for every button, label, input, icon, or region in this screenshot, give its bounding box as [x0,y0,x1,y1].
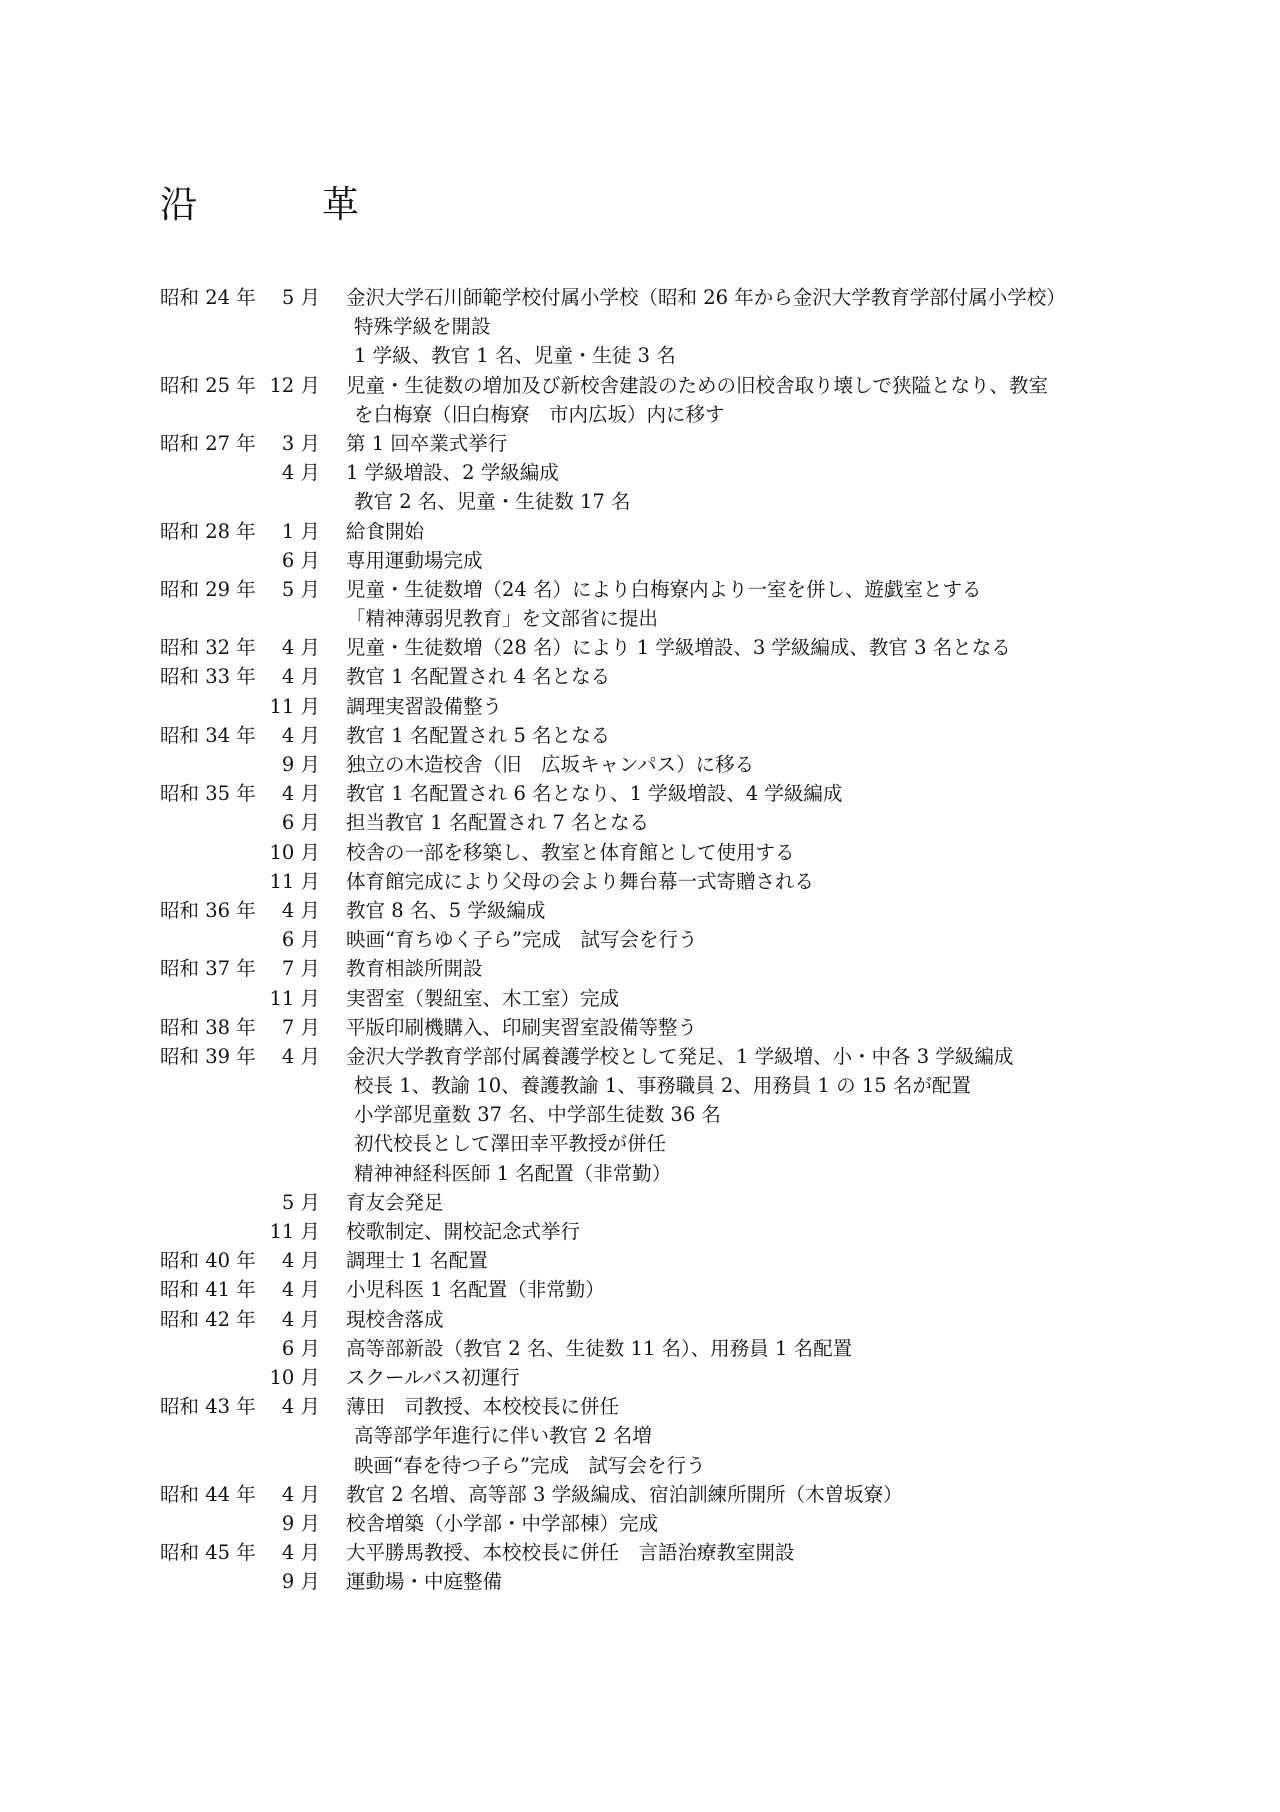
row-month: 4 月 [281,782,320,806]
history-row [160,1275,1180,1304]
row-month: 10 月 [269,1365,320,1389]
row-month: 4 月 [281,1482,320,1506]
history-row [160,1246,1180,1275]
row-year: 昭和 25 年 [160,373,256,397]
history-row [160,662,1180,691]
row-text: 第 1 回卒業式挙行 [346,431,508,455]
history-row [160,1129,1180,1158]
row-text: 大平勝馬教授、本校校長に併任 言語治療教室開設 [346,1541,795,1565]
row-text: 教官 1 名配置され 6 名となり、1 学級増設、4 学級編成 [346,782,843,806]
history-row [160,750,1180,779]
row-year: 昭和 41 年 [160,1278,256,1302]
row-month: 9 月 [281,1570,320,1594]
row-month: 6 月 [281,928,320,952]
row-text: 担当教官 1 名配置され 7 名となる [346,811,650,835]
row-month: 4 月 [281,1249,320,1273]
history-row [160,896,1180,925]
history-row [160,546,1180,575]
row-text: 平版印刷機購入、印刷実習室設備等整う [346,1015,698,1039]
row-year: 昭和 32 年 [160,636,256,660]
row-month: 6 月 [281,811,320,835]
row-month: 4 月 [281,1395,320,1419]
row-text: 実習室（製紐室、木工室）完成 [346,986,620,1010]
history-row [160,312,1180,341]
row-text: 「精神薄弱児教育」を文部省に提出 [346,607,659,631]
row-month: 5 月 [281,577,320,601]
row-month: 4 月 [281,1278,320,1302]
history-row [160,1567,1180,1596]
page-title: 沿 革 [160,183,403,226]
row-month: 5 月 [281,286,320,309]
row-month: 4 月 [281,665,320,689]
history-row [160,429,1180,458]
history-row [160,692,1180,721]
row-month: 11 月 [269,1220,320,1243]
history-row [160,1013,1180,1042]
history-row [160,1305,1180,1334]
row-text: 教官 2 名増、高等部 3 学級編成、宿泊訓練所開所（木曽坂寮） [346,1482,903,1506]
row-year: 昭和 28 年 [160,519,256,543]
row-year: 昭和 44 年 [160,1482,256,1506]
history-row [160,1421,1180,1450]
row-text: 教官 1 名配置され 4 名となる [346,665,611,689]
row-text: 高等部学年進行に伴い教官 2 名増 [354,1424,652,1448]
history-list [160,283,1180,1596]
row-year: 昭和 37 年 [160,957,256,981]
row-text: 高等部新設（教官 2 名、生徒数 11 名）、用務員 1 名配置 [346,1336,853,1360]
row-month: 3 月 [281,431,320,455]
row-month: 6 月 [281,1336,320,1360]
row-month: 11 月 [269,694,320,718]
row-year: 昭和 29 年 [160,577,256,601]
row-month: 10 月 [269,840,320,864]
row-text: 初代校長として澤田幸平教授が併任 [354,1132,667,1156]
row-text: 専用運動場完成 [346,548,483,572]
row-year: 昭和 45 年 [160,1541,256,1565]
row-year: 昭和 43 年 [160,1395,256,1419]
row-month: 6 月 [281,548,320,572]
row-month: 4 月 [281,898,320,922]
row-text: 映画“春を待つ子ら”完成 試写会を行う [354,1453,706,1477]
row-text: 現校舎落成 [346,1307,444,1331]
row-text: 校舎の一部を移築し、教室と体育館として使用する [346,840,795,864]
row-text: 校長 1、教諭 10、養護教諭 1、事務職員 2、用務員 1 の 15 名が配置 [354,1074,971,1098]
row-text: 育友会発足 [346,1190,444,1214]
row-month: 12 月 [269,373,320,397]
row-month: 11 月 [269,869,320,893]
history-row [160,721,1180,750]
row-text: 体育館完成により父母の会より舞台幕一式寄贈される [346,869,815,893]
row-month: 4 月 [281,461,320,485]
history-row [160,984,1180,1013]
history-row [160,371,1180,400]
history-row [160,1451,1180,1480]
row-text: 独立の木造校舎（旧 広坂キャンパス）に移る [346,753,755,776]
row-month: 9 月 [281,1511,320,1535]
history-row [160,1188,1180,1217]
history-row [160,1334,1180,1363]
row-text: 児童・生徒数増（24 名）により白梅寮内より一室を併し、遊戯室とする [346,577,982,601]
history-row [160,1217,1180,1246]
history-row [160,517,1180,546]
row-month: 4 月 [281,636,320,660]
row-month: 7 月 [281,1015,320,1039]
row-year: 昭和 27 年 [160,431,256,455]
row-text: 運動場・中庭整備 [346,1570,503,1594]
history-row [160,808,1180,837]
history-row [160,1100,1180,1129]
history-row [160,1538,1180,1567]
row-year: 昭和 40 年 [160,1249,256,1273]
row-year: 昭和 42 年 [160,1307,256,1331]
row-month: 7 月 [281,957,320,981]
row-month: 4 月 [281,723,320,747]
row-text: 精神神経科医師 1 名配置（非常勤） [354,1161,672,1185]
row-month: 9 月 [281,753,320,776]
row-text: 校舎増築（小学部・中学部棟）完成 [346,1511,659,1535]
row-text: 児童・生徒数の増加及び新校舎建設のための旧校舎取り壊しで狭隘となり、教室 [346,373,1049,397]
history-row [160,575,1180,604]
row-year: 昭和 33 年 [160,665,256,689]
row-text: スクールバス初運行 [346,1365,520,1389]
row-text: 映画“育ちゆく子ら”完成 試写会を行う [346,928,698,952]
history-row [160,400,1180,429]
row-text: 児童・生徒数増（28 名）により 1 学級増設、3 学級編成、教官 3 名となる [346,636,1011,660]
row-month: 4 月 [281,1307,320,1331]
row-text: 教育相談所開設 [346,957,483,981]
row-year: 昭和 35 年 [160,782,256,806]
row-year: 昭和 39 年 [160,1044,256,1068]
history-row [160,1363,1180,1392]
history-row [160,458,1180,487]
history-row [160,1509,1180,1538]
row-text: 小学部児童数 37 名、中学部生徒数 36 名 [354,1103,721,1127]
history-row [160,867,1180,896]
history-row [160,1392,1180,1421]
row-year: 昭和 34 年 [160,723,256,747]
row-year: 昭和 36 年 [160,898,256,922]
history-row [160,1480,1180,1509]
history-row [160,604,1180,633]
history-row [160,925,1180,954]
row-text: 小児科医 1 名配置（非常勤） [346,1278,605,1302]
row-text: 教官 1 名配置され 5 名となる [346,723,611,747]
row-text: 校歌制定、開校記念式挙行 [346,1220,581,1243]
history-row [160,954,1180,983]
history-row [160,1042,1180,1071]
row-text: 1 学級増設、2 学級編成 [346,461,559,485]
row-month: 4 月 [281,1044,320,1068]
row-text: 薄田 司教授、本校校長に併任 [346,1395,620,1419]
row-text: 教官 8 名、5 学級編成 [346,898,546,922]
row-text: 教官 2 名、児童・生徒数 17 名 [354,490,631,514]
row-text: 特殊学級を開設 [354,315,491,339]
row-text: を白梅寮（旧白梅寮 市内広坂）内に移す [354,402,725,426]
history-row [160,1071,1180,1100]
row-year: 昭和 38 年 [160,1015,256,1039]
row-text: 調理実習設備整う [346,694,503,718]
row-text: 1 学級、教官 1 名、児童・生徒 3 名 [354,344,676,368]
row-year: 昭和 24 年 [160,286,256,309]
row-month: 4 月 [281,1541,320,1565]
row-text: 調理士 1 名配置 [346,1249,488,1273]
history-row [160,283,1180,312]
history-row [160,779,1180,808]
row-text: 金沢大学石川師範学校付属小学校（昭和 26 年から金沢大学教育学部付属小学校） [346,286,1066,309]
row-month: 1 月 [281,519,320,543]
row-month: 5 月 [281,1190,320,1214]
history-row [160,1159,1180,1188]
history-row [160,487,1180,516]
history-row [160,838,1180,867]
row-text: 給食開始 [346,519,425,543]
history-row [160,633,1180,662]
history-row [160,341,1180,370]
row-month: 11 月 [269,986,320,1010]
row-text: 金沢大学教育学部付属養護学校として発足、1 学級増、小・中各 3 学級編成 [346,1044,1014,1068]
